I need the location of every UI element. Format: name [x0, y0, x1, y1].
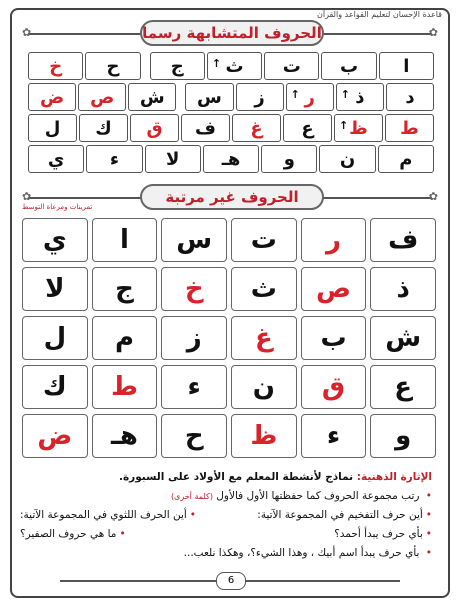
letter: ش — [139, 86, 165, 108]
bullet-icon: • — [425, 528, 432, 540]
activity-text: أين الحرف اللثوي في المجموعة الآتية: — [20, 509, 187, 521]
letter-cell — [92, 316, 158, 360]
letter-cell — [85, 52, 140, 80]
letter-cell — [283, 114, 332, 142]
letter: ت — [250, 225, 277, 255]
letter-cell — [231, 218, 297, 262]
letter-cell — [301, 267, 367, 311]
letter: ح — [184, 421, 204, 451]
letter-cell — [286, 83, 334, 111]
letter-cell — [301, 316, 367, 360]
letter: ن — [339, 148, 356, 170]
letter: ق — [321, 372, 346, 402]
letter-cell — [161, 218, 227, 262]
letter-row — [26, 145, 434, 173]
letter-cell — [79, 114, 128, 142]
letter: ع — [394, 372, 413, 402]
letter-cell — [22, 414, 88, 458]
notes-title: نماذج لأنشطة المعلم مع الأولاد على السبورة. — [118, 471, 354, 483]
letter-cell — [385, 114, 434, 142]
letter-cell — [207, 52, 262, 80]
letter: ز — [186, 323, 202, 353]
activity-text: بأي حرف يبدأ أحمد؟ — [334, 528, 423, 540]
letter: ث — [225, 55, 244, 77]
letter-cell — [22, 267, 88, 311]
letter-cell — [92, 414, 158, 458]
letter: لا — [166, 148, 180, 170]
letter: ش — [385, 323, 422, 353]
letter: د — [405, 86, 415, 108]
letter: ن — [252, 372, 275, 402]
letter: لا — [45, 274, 65, 304]
letter: ص — [316, 274, 351, 304]
letter: ظ — [349, 117, 368, 139]
letter-cell — [370, 267, 436, 311]
arrow-up-icon: ↑ — [339, 119, 349, 132]
letter-cell — [86, 145, 142, 173]
letter-cell — [232, 114, 281, 142]
letter-cell — [370, 365, 436, 409]
letter: س — [176, 225, 213, 255]
letter: ض — [37, 421, 73, 451]
letter-cell — [22, 365, 88, 409]
letter: م — [114, 323, 135, 353]
section1-title: الحروف المتشابهة رسما — [140, 20, 324, 46]
letter-cell — [130, 114, 179, 142]
letter: ظ — [250, 421, 278, 451]
activity-note: (كلمة أخرى) — [170, 492, 213, 501]
notes-heading — [20, 468, 432, 487]
bullet-icon: • — [119, 528, 126, 540]
letter: ك — [95, 117, 112, 139]
letter: ز — [254, 86, 265, 108]
letter-cell — [231, 365, 297, 409]
letter-cell — [203, 145, 259, 173]
activities-notes — [20, 468, 432, 563]
letter: ف — [388, 225, 419, 255]
letter-cell — [145, 145, 201, 173]
letter-cell — [370, 218, 436, 262]
letter-cell — [92, 267, 158, 311]
letter-cell — [231, 414, 297, 458]
activity-line-1 — [20, 487, 432, 506]
similar-letters-grid — [26, 52, 434, 176]
letter-row — [26, 114, 434, 142]
letter: ت — [282, 55, 301, 77]
letter-cell — [28, 52, 83, 80]
letter: ث — [250, 274, 277, 304]
letter: ل — [43, 323, 67, 353]
letter-cell — [301, 218, 367, 262]
letter-cell — [336, 83, 384, 111]
letter: ص — [90, 86, 115, 108]
notes-label: الإثارة الذهنية: — [356, 471, 432, 483]
letter: ض — [39, 86, 65, 108]
letter: ذ — [355, 86, 365, 108]
letter: غ — [254, 323, 273, 353]
letter-cell — [261, 145, 317, 173]
letter-cell — [321, 52, 376, 80]
letter: ف — [195, 117, 216, 139]
activity-line-2 — [20, 506, 432, 525]
letter: ل — [44, 117, 61, 139]
letter: هـ — [221, 148, 241, 170]
arrow-up-icon: ↑ — [211, 57, 222, 70]
letter: ا — [403, 55, 410, 77]
letter: ط — [111, 372, 139, 402]
letter: ي — [47, 148, 65, 170]
letter-cell — [22, 316, 88, 360]
letter: و — [395, 421, 412, 451]
letter-cell — [181, 114, 230, 142]
letter-cell — [379, 52, 434, 80]
bullet-icon: • — [425, 547, 432, 559]
letter-row — [26, 83, 434, 111]
letter-cell — [301, 365, 367, 409]
letter: ر — [326, 225, 341, 255]
letter: ذ — [396, 274, 410, 304]
page-number: 6 — [216, 572, 246, 590]
letter: ر — [304, 86, 315, 108]
activity-line-3 — [20, 525, 432, 544]
letter-cell — [161, 316, 227, 360]
letter-cell — [386, 83, 434, 111]
letter: ا — [120, 225, 129, 255]
letter: ب — [320, 323, 347, 353]
section2-note: تمرينات ومرعاة التوسط — [22, 203, 93, 211]
activity-text: ما هي حروف الصفير؟ — [20, 528, 117, 540]
letter-cell — [378, 145, 434, 173]
bullet-icon: • — [425, 490, 432, 502]
letter-cell — [92, 365, 158, 409]
letter: ع — [301, 117, 314, 139]
letter-cell — [319, 145, 375, 173]
letter: ك — [42, 372, 67, 402]
unordered-letters-grid — [22, 218, 436, 458]
letter-cell — [92, 218, 158, 262]
letter-cell — [161, 365, 227, 409]
letter: ط — [400, 117, 419, 139]
activity-text: رتب مجموعة الحروف كما حفظتها الأول فالأول — [216, 490, 420, 502]
letter: ي — [42, 225, 67, 255]
letter-cell — [150, 52, 205, 80]
section2-title: الحروف غير مرتبة — [140, 184, 324, 210]
letter-cell — [161, 414, 227, 458]
arrow-up-icon: ↑ — [340, 88, 350, 101]
letter-cell — [22, 218, 88, 262]
bullet-icon: • — [425, 509, 432, 521]
letter: ء — [109, 148, 120, 170]
letter: ح — [106, 55, 120, 77]
letter-cell — [28, 145, 84, 173]
letter: م — [399, 148, 413, 170]
letter-cell — [264, 52, 319, 80]
letter-cell — [28, 114, 77, 142]
letter: خ — [184, 274, 204, 304]
arrow-up-icon: ↑ — [290, 88, 300, 101]
letter: هـ — [111, 421, 138, 451]
letter-cell — [185, 83, 233, 111]
letter: غ — [250, 117, 263, 139]
letter: ج — [170, 55, 184, 77]
letter-cell — [231, 316, 297, 360]
letter-cell — [231, 267, 297, 311]
letter-cell — [161, 267, 227, 311]
letter-cell — [28, 83, 76, 111]
activity-line-4 — [20, 544, 432, 563]
letter-cell — [370, 316, 436, 360]
letter: خ — [49, 55, 63, 77]
letter: و — [283, 148, 295, 170]
activity-text: أين حرف التفخيم في المجموعة الآتية: — [257, 509, 423, 521]
letter: ق — [146, 117, 163, 139]
letter-row — [26, 52, 434, 80]
letter-cell — [78, 83, 126, 111]
running-head: قاعدة الإحسان لتعليم القواعد والقرآن — [317, 10, 442, 19]
bullet-icon: • — [189, 509, 196, 521]
activity-text: بأي حرف يبدأ اسم أبيك ، وهذا الشيء؟، وهكذا نلعب... — [183, 547, 420, 559]
letter: س — [197, 86, 222, 108]
letter: ء — [326, 421, 341, 451]
letter-cell — [334, 114, 383, 142]
letter-cell — [128, 83, 176, 111]
letter: ب — [340, 55, 359, 77]
letter-cell — [301, 414, 367, 458]
letter: ج — [115, 274, 134, 304]
letter-cell — [236, 83, 284, 111]
letter-cell — [370, 414, 436, 458]
letter: ء — [187, 372, 201, 402]
